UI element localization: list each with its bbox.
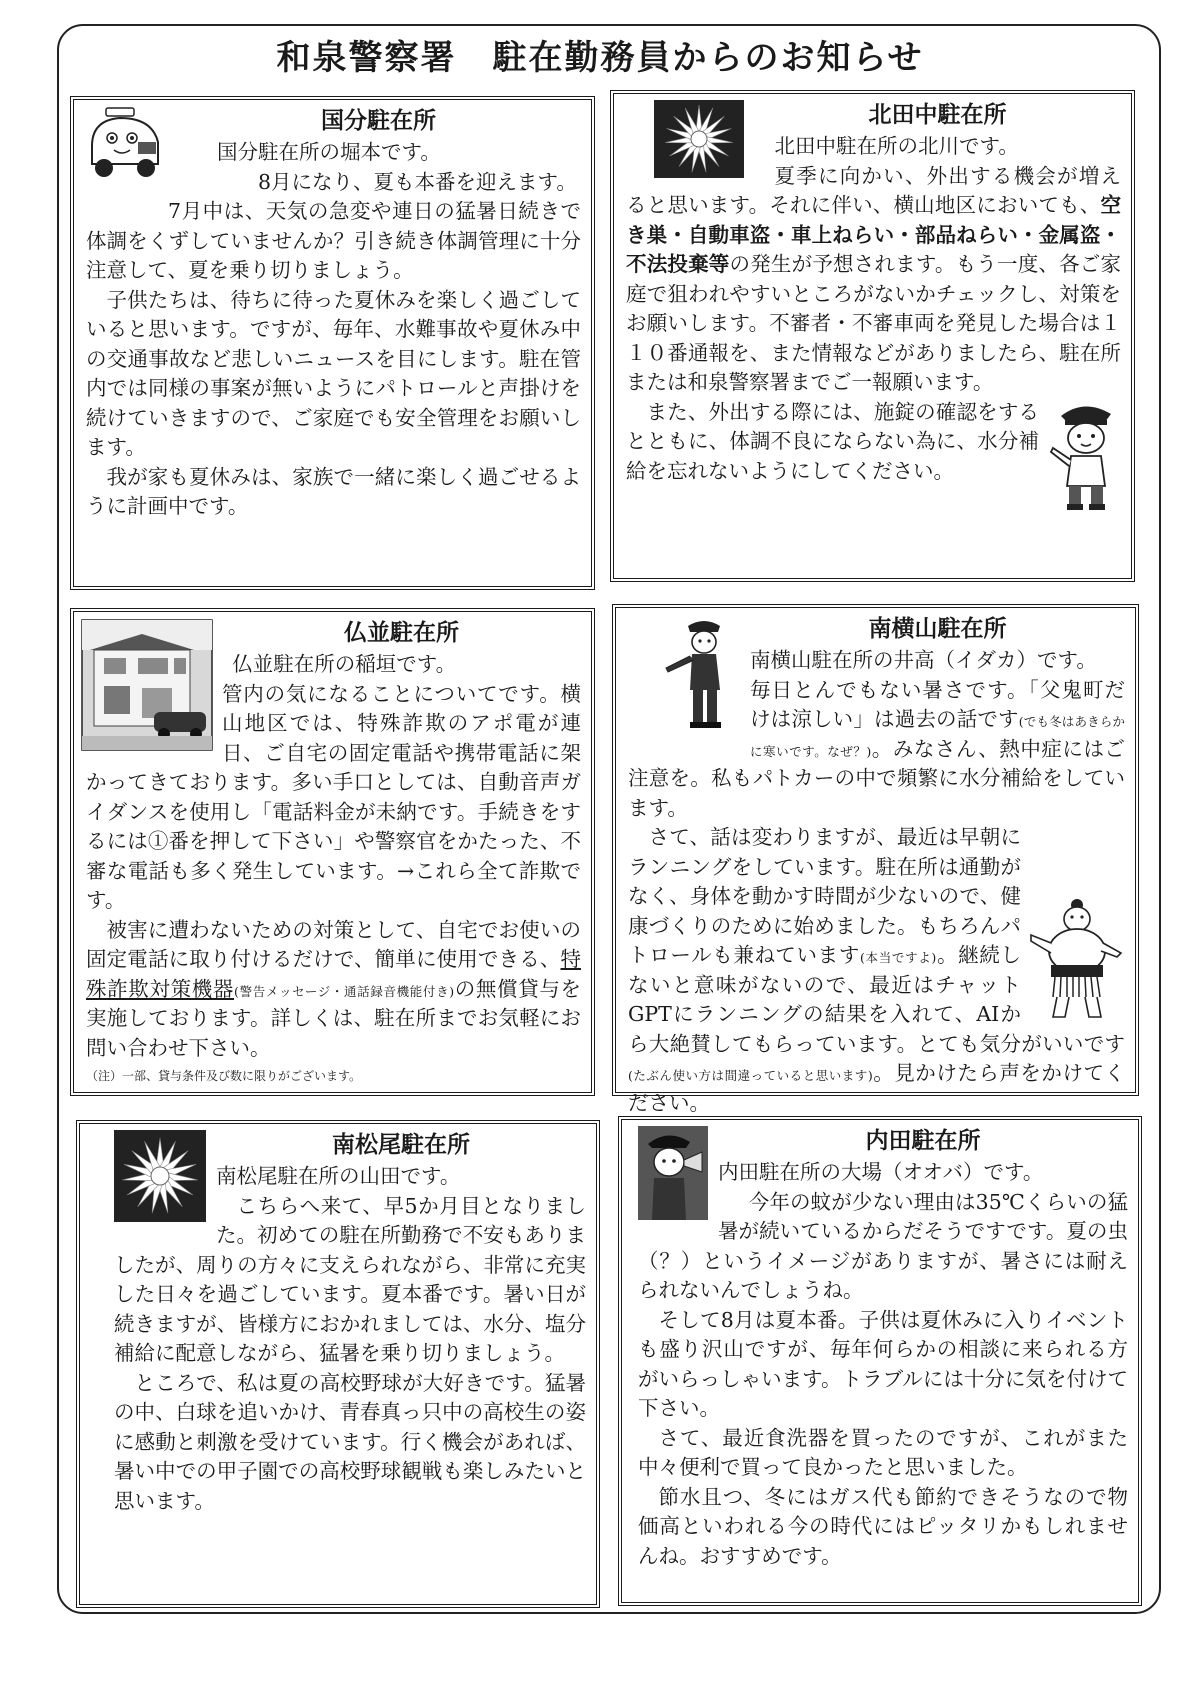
paragraph: 節水且つ、冬にはガス代も節約できそうなので物価高といわれる今の時代にはピッタリかもしれませんね。おすすめです。 [638, 1484, 1128, 1568]
text-span: の無償貸与を実施しております。詳しくは、駐在所までお気軽にお問い合わせ下さい。 [86, 976, 581, 1060]
paragraph [626, 162, 1121, 398]
section-butsunami [70, 608, 595, 1096]
paragraph: 南松尾駐在所の山田です。 [216, 1164, 461, 1188]
paragraph: そして8月は夏本番。子供は夏休みに入りイベントも盛り沢山ですが、毎年何らかの相談に来られる方がいらっしゃいます。トラブルには十分に気を付けて下さい。 [638, 1307, 1128, 1420]
section-kokubu [70, 96, 595, 590]
section-title: 南横山駐在所 [868, 616, 1007, 642]
paragraph: ところで、私は夏の高校野球が大好きです。猛暑の中、白球を追いかけ、青春真っ只中の高校生の姿に感動と刺激を受けています。行く機会があれば、暑い中での甲子園での高校野球観戦も楽しみたいと思います。 [114, 1370, 586, 1513]
section-minamimatsuo [76, 1120, 600, 1608]
police-officer-illustration [1047, 400, 1121, 512]
section-title: 北田中駐在所 [868, 102, 1007, 128]
text-span-small: (本当ですよ) [860, 950, 937, 965]
section-title: 南松尾駐在所 [332, 1132, 470, 1158]
section-minamiyokoyama [612, 604, 1139, 1115]
crime-types-emphasis: 空き巣・自動車盗・車上ねらい・部品ねらい・金属盗・不法投棄等 [626, 193, 1121, 276]
paragraph: 我が家も夏休みは、家族で一緒に楽しく過ごせるように計画中です。 [86, 464, 581, 518]
police-officer-megaphone-illustration [638, 1126, 708, 1220]
section-title: 国分駐在所 [321, 108, 436, 134]
police-emblem-icon [114, 1130, 206, 1222]
station-building-photo [82, 620, 212, 750]
paragraph: 8月になり、夏も本番を迎えます。 [258, 169, 577, 194]
paragraph: 内田駐在所の大場（オオバ）です。 [718, 1160, 1044, 1184]
text-span: 。みなさん、熱中症にはご注意を。私もパトカーの中で頻繁に水分補給をしています。 [628, 736, 1125, 820]
text-span-small: (たぶん使い方は間違っていると思います) [628, 1068, 873, 1083]
text-span: 。継続しないと意味がないので、最近はチャットGPTにランニングの結果を入れて、AIから大絶賛してもらっています。とても気分がいいです [628, 943, 1125, 1056]
section-title: 仏並駐在所 [344, 620, 459, 646]
paragraph: こちらへ来て、早5か月目となりました。初めての駐在所勤務で不安もありましたが、周りの方々に支えられながら、非常に充実した日々を過ごしています。夏本番です。暑い日が続きますが、皆様方におかれましては、水分、塩分補給に配意しながら、猛暑を乗り切りましょう。 [114, 1193, 586, 1365]
paragraph: 南横山駐在所の井高（イダカ）です。 [750, 648, 1097, 672]
text-span: 被害に遭わないための対策として、自宅でお使いの固定電話に取り付けるだけで、簡単に使用できる、 [86, 917, 581, 971]
footnote: （注）一部、貸与条件及び数に限りがございます。 [86, 1069, 362, 1083]
text-span: 夏季に向かい、外出する機会が増えると思います。それに伴い、横山地区においても、 [626, 163, 1121, 217]
section-uchida [618, 1116, 1142, 1606]
paragraph: 子供たちは、待ちに待った夏休みを楽しく過ごしていると思います。ですが、毎年、水難事故や夏休み中の交通事故など悲しいニュースを目にします。駐在管内では同様の事案が無いようにパトロールと声掛けを続けていきますので、ご家庭でも安全管理をお願いします。 [86, 287, 581, 459]
section-kitatanaka [610, 90, 1135, 582]
police-car-icon [86, 106, 166, 184]
paragraph: 北田中駐在所の北川です。 [774, 134, 1019, 158]
text-span-small: (でも冬はあきらかに寒いです。なぜ？) [750, 714, 1125, 759]
text-span: 毎日とんでもない暑さです。「父鬼町だけは涼しい」は過去の話です [750, 677, 1125, 731]
paragraph: 7月中は、天気の急変や連日の猛暑日続きで体調をくずしていませんか？引き続き体調管理に十分注意して、夏を乗り切りましょう。 [86, 199, 581, 282]
paragraph: また、外出する際には、施錠の確認をするとともに、体調不良にならない為に、水分補給を忘れないようにしてください。 [626, 399, 1039, 483]
paragraph: 管内の気になることについてです。横山地区では、特殊詐欺のアポ電が連日、ご自宅の固定電話や携帯電話に架かってきております。多い手口としては、自動音声ガイダンスを使用し「電話料金が未納です。手続きをするには①番を押して下さい」や警察官をかたった、不審な電話も多く発生しています。→これら全て詐欺です。 [86, 681, 581, 912]
page-title: 和泉警察署 駐在勤務員からのお知らせ [276, 38, 924, 78]
paragraph: 今年の蚊が少ない理由は35℃くらいの猛暑が続いているからだそうですです。夏の虫（？）というイメージがありますが、暑さには耐えられないんでしょうね。 [638, 1189, 1128, 1302]
text-span-small: (警告メッセージ・通話録音機能付き) [234, 983, 455, 999]
section-title: 内田駐在所 [865, 1128, 981, 1154]
police-officer-pointing-illustration [660, 616, 740, 734]
sumo-wrestler-illustration [1029, 893, 1125, 1025]
anti-fraud-device-link-text: 特殊詐欺対策機器 [86, 947, 581, 1001]
paragraph: さて、最近食洗器を買ったのですが、これがまた中々便利で買って良かったと思いました。 [638, 1425, 1128, 1479]
paragraph: 国分駐在所の堀本です。 [217, 140, 441, 164]
paragraph: 仏並駐在所の稲垣です。 [232, 652, 457, 676]
paragraph [86, 916, 581, 1064]
police-emblem-icon [654, 100, 744, 178]
text-span: の発生が予想されます。もう一度、各ご家庭で狙われやすいところがないかチェックし、対策をお願いします。不審者・不審車両を発見した場合は１１０番通報を、また情報などがありましたら、駐在所または和泉警察署までご一報願います。 [626, 252, 1122, 394]
text-span: 。見かけたら声をかけてください。 [628, 1061, 1126, 1115]
text-span: さて、話は変わりますが、最近は早朝にランニングをしています。駐在所は通勤がなく、身体を動かす時間が少ないので、健康づくりのために始めました。もちろんパトロールも兼ねています [628, 825, 1021, 967]
